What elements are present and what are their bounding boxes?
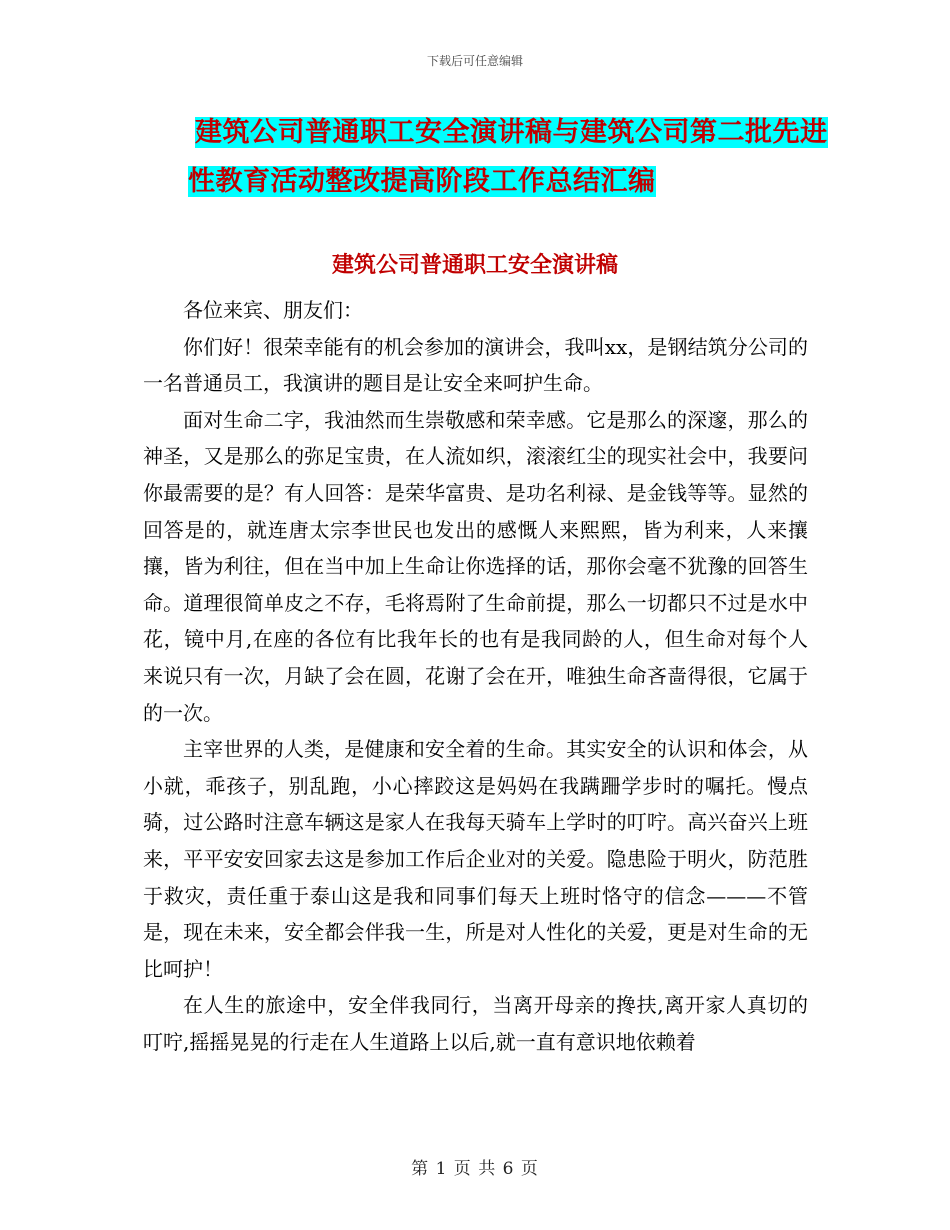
paragraph-safety-awareness: 主宰世界的人类，是健康和安全着的生命。其实安全的认识和体会，从小就，乖孩子，别乱跑，小心摔跤这是妈妈在我蹒跚学步时的嘱托。慢点骑，过公路时注意车辆这是家人在我每天骑车上学时的叮咛。高兴奋兴上班来，平平安安回家去这是参加工作后企业对的关爱。隐患险于明火，防范胜于救灾，责任重于泰山这是我和同事们每天上班时恪守的信念———不管是，现在未来，安全都会伴我一生，所是对人性化的关爱，更是对生命的无比呵护！ [143, 737, 808, 981]
document-body [143, 292, 808, 1060]
paragraph-introduction: 你们好！很荣幸能有的机会参加的演讲会，我叫xx，是钢结筑分公司的一名普通员工，我演讲的题目是让安全来呵护生命。 [143, 334, 808, 396]
section-title: 建筑公司普通职工安全演讲稿 [331, 252, 618, 278]
paragraph-greeting: 各位来宾、朋友们： [183, 298, 363, 322]
paragraph-life-journey: 在人生的旅途中，安全伴我同行，当离开母亲的搀扶,离开家人真切的叮咛,摇摇晃晃的行走在人生道路上以后,就一直有意识地依赖着 [143, 993, 808, 1054]
page-number: 第 1 页 共 6 页 [411, 1159, 539, 1179]
document-title [140, 108, 860, 206]
page-header-note: 下载后可任意编辑 [426, 54, 523, 68]
document-title-line-1: 建筑公司普通职工安全演讲稿与建筑公司第二批先进 [195, 117, 828, 148]
paragraph-life: 面对生命二字，我油然而生崇敬感和荣幸感。它是那么的深邃，那么的神圣，又是那么的弥足宝贵，在人流如织，滚滚红尘的现实社会中，我要问你最需要的是？有人回答：是荣华富贵、是功名利禄、是金钱等等。显然的回答是的，就连唐太宗李世民也发出的感慨人来熙熙，皆为利来，人来攘攘，皆为利往，但在当中加上生命让你选择的话，那你会毫不犹豫的回答生命。道理很简单皮之不存，毛将焉附了生命前提，那么一切都只不过是水中花，镜中月,在座的各位有比我年长的也有是我同龄的人，但生命对每个人来说只有一次，月缺了会在圆，花谢了会在开，唯独生命吝啬得很，它属于的一次。 [143, 407, 808, 725]
document-title-line-2: 性教育活动整改提高阶段工作总结汇编 [188, 166, 656, 197]
